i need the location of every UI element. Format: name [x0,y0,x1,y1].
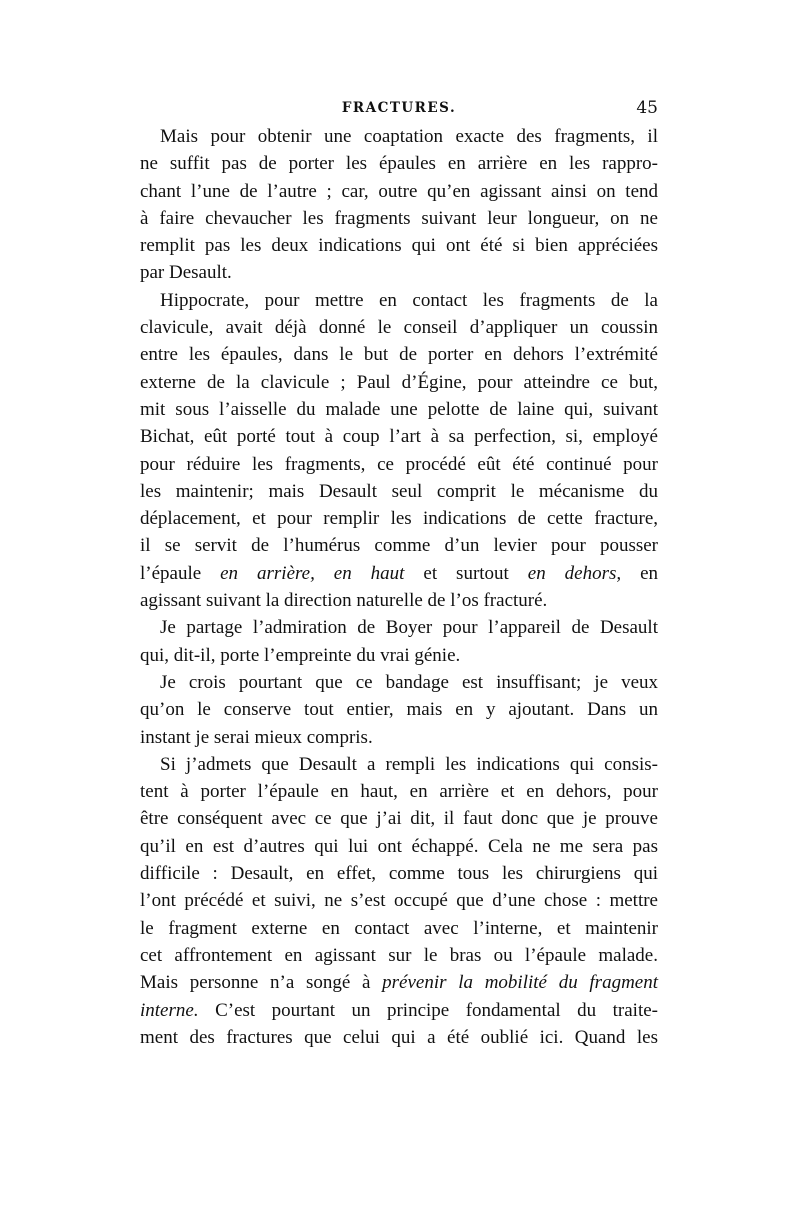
text-line: ne suffit pas de porter les épaules en arrière en les rappro- [140,153,658,175]
page-number: 45 [636,98,658,118]
text-line: qui, dit-il, porte l’empreinte du vrai génie. [140,644,461,666]
text-line: le fragment externe en contact avec l’interne, et maintenir [140,917,658,939]
text-line: l’ont précédé et suivi, ne s’est occupé que d’une chose : mettre [140,890,658,912]
text-line: instant je serai mieux compris. [140,726,373,748]
text-line: Si j’admets que Desault a rempli les indications qui consis- [160,753,658,775]
text-line: cet affrontement en agissant sur le bras ou l’épaule malade. [140,944,658,966]
text-line: Bichat, eût porté tout à coup l’art à sa perfection, si, employé [140,426,658,448]
text-span: l’épaule [140,562,221,584]
text-line: à faire chevaucher les fragments suivant leur longueur, on ne [140,207,658,229]
text-line: qu’il en est d’autres qui lui ont échappé. Cela ne me sera pas [140,835,658,857]
body-text [140,123,658,1051]
text-line: entre les épaules, dans le but de porter en dehors l’extrémité [140,344,658,366]
text-line: Hippocrate, pour mettre en contact les fragments de la [160,289,658,311]
italic-span: interne. [140,999,199,1021]
text-line: mit sous l’aisselle du malade une pelotte de laine qui, suivant [140,398,658,420]
text-line: remplit pas les deux indications qui ont été si bien appréciées [140,235,658,257]
text-line: qu’on le conserve tout entier, mais en y ajoutant. Dans un [140,699,658,721]
text-line: Je crois pourtant que ce bandage est insuffisant; je veux [160,671,658,693]
text-span: Mais personne n’a songé à [140,972,383,994]
text-line: pour réduire les fragments, ce procédé eût été continué pour [140,453,658,475]
text-line: clavicule, avait déjà donné le conseil d’appliquer un coussin [140,317,658,339]
text-line [140,969,658,996]
italic-span: en dehors, [527,562,622,584]
italic-span: prévenir la mobilité du fragment [382,972,659,994]
text-span: C’est pourtant un principe fondamental du traite- [198,999,658,1021]
text-line: agissant suivant la direction naturelle de l’os fracturé. [140,590,548,612]
text-line: chant l’une de l’autre ; car, outre qu’en agissant ainsi on tend [140,180,658,202]
text-line: difficile : Desault, en effet, comme tous les chirurgiens qui [140,863,658,885]
text-line: par Desault. [140,262,232,284]
text-span: en [621,562,658,584]
text-line: Je partage l’admiration de Boyer pour l’appareil de Desault [160,617,658,639]
text-line: tent à porter l’épaule en haut, en arrière et en dehors, pour [140,781,658,803]
text-line [140,997,658,1024]
text-span: et surtout [404,562,528,584]
text-line: les maintenir; mais Desault seul comprit le mécanisme du [140,480,658,502]
text-line [140,560,658,587]
text-line: il se servit de l’humérus comme d’un levier pour pousser [140,535,658,557]
text-line: externe de la clavicule ; Paul d’Égine, pour atteindre ce but, [140,371,658,393]
text-line: être conséquent avec ce que j’ai dit, il faut donc que je prouve [140,808,658,830]
text-line: ment des fractures que celui qui a été oublié ici. Quand les [140,1026,658,1048]
text-line: déplacement, et pour remplir les indications de cette fracture, [140,508,658,530]
text-line: Mais pour obtenir une coaptation exacte des fragments, il [160,126,658,147]
running-title: FRACTURES. [341,100,457,116]
italic-span: en arrière, en haut [220,562,405,584]
running-head [140,98,658,122]
